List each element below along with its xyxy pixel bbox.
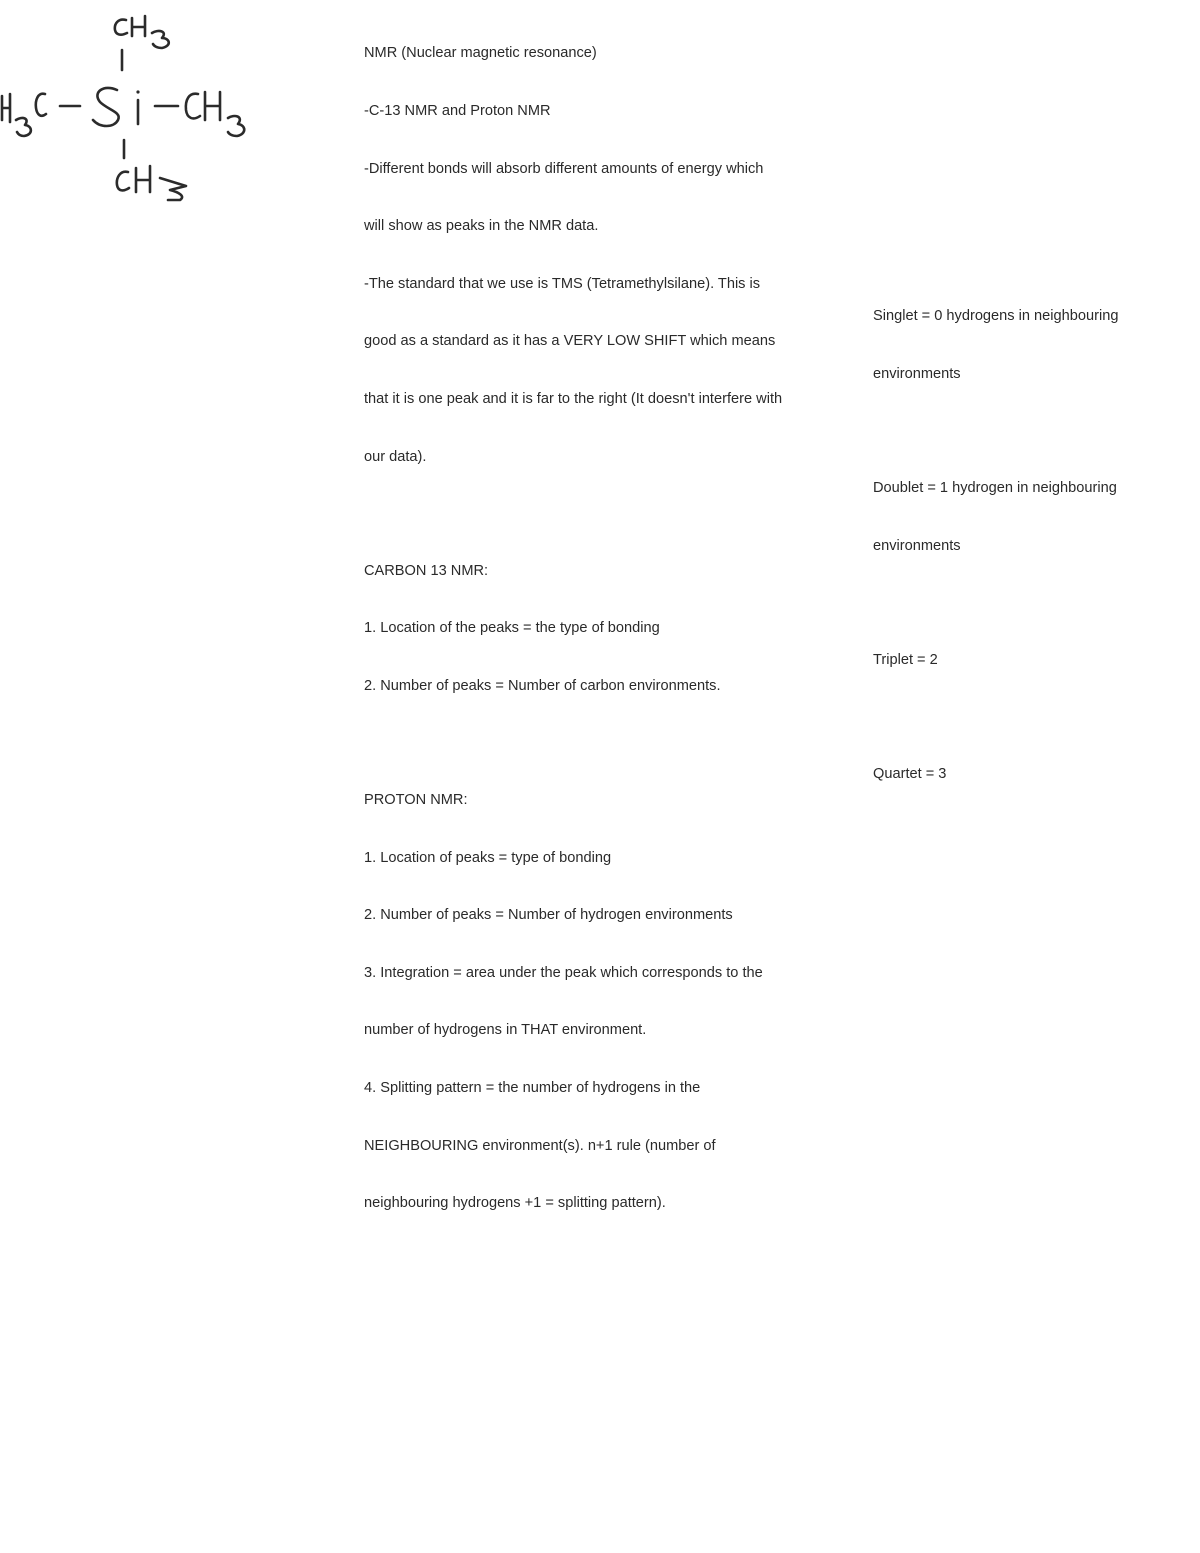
intro-line: that it is one peak and it is far to the right (It doesn't interfere with [364,391,783,408]
tms-structure-sketch-icon [0,0,260,215]
carbon13-item: 1. Location of the peaks = the type of bonding [364,620,660,637]
nmr-notes [364,6,854,1233]
intro-line: -C-13 NMR and Proton NMR [364,103,551,120]
proton-heading: PROTON NMR: [364,791,468,808]
intro-line: will show as peaks in the NMR data. [364,218,599,235]
proton-line: 3. Integration = area under the peak which corresponds to the [364,964,763,981]
intro-line: -Different bonds will absorb different amounts of energy which [364,160,764,177]
proton-line: 1. Location of peaks = type of bonding [364,849,612,866]
singlet-line: environments [873,366,961,383]
intro-line: good as a standard as it has a VERY LOW SHIFT which means [364,333,776,350]
tms-structure-drawing [0,0,260,215]
proton-line: neighbouring hydrogens +1 = splitting pattern). [364,1195,666,1212]
carbon13-item: 2. Number of peaks = Number of carbon environments. [364,677,721,694]
proton-line: number of hydrogens in THAT environment. [364,1022,647,1039]
spacer [364,505,854,523]
quartet-line: Quartet = 3 [873,765,947,782]
carbon13-heading: CARBON 13 NMR: [364,562,489,579]
intro-line: -The standard that we use is TMS (Tetramethylsilane). This is [364,275,761,292]
nmr-title: NMR (Nuclear magnetic resonance) [364,45,597,62]
proton-line: NEIGHBOURING environment(s). n+1 rule (number of [364,1137,716,1154]
intro-line: our data). [364,448,427,465]
triplet-line: Triplet = 2 [873,651,938,668]
singlet-line: Singlet = 0 hydrogens in neighbouring [873,308,1119,325]
spacer [873,423,1173,441]
spacer [873,594,1173,612]
splitting-notes [873,269,1173,803]
proton-line: 4. Splitting pattern = the number of hydrogens in the [364,1079,701,1096]
spacer [873,708,1173,726]
proton-line: 2. Number of peaks = Number of hydrogen environments [364,907,733,924]
doublet-line: Doublet = 1 hydrogen in neighbouring [873,480,1117,497]
doublet-line: environments [873,537,961,554]
spacer [364,735,854,753]
